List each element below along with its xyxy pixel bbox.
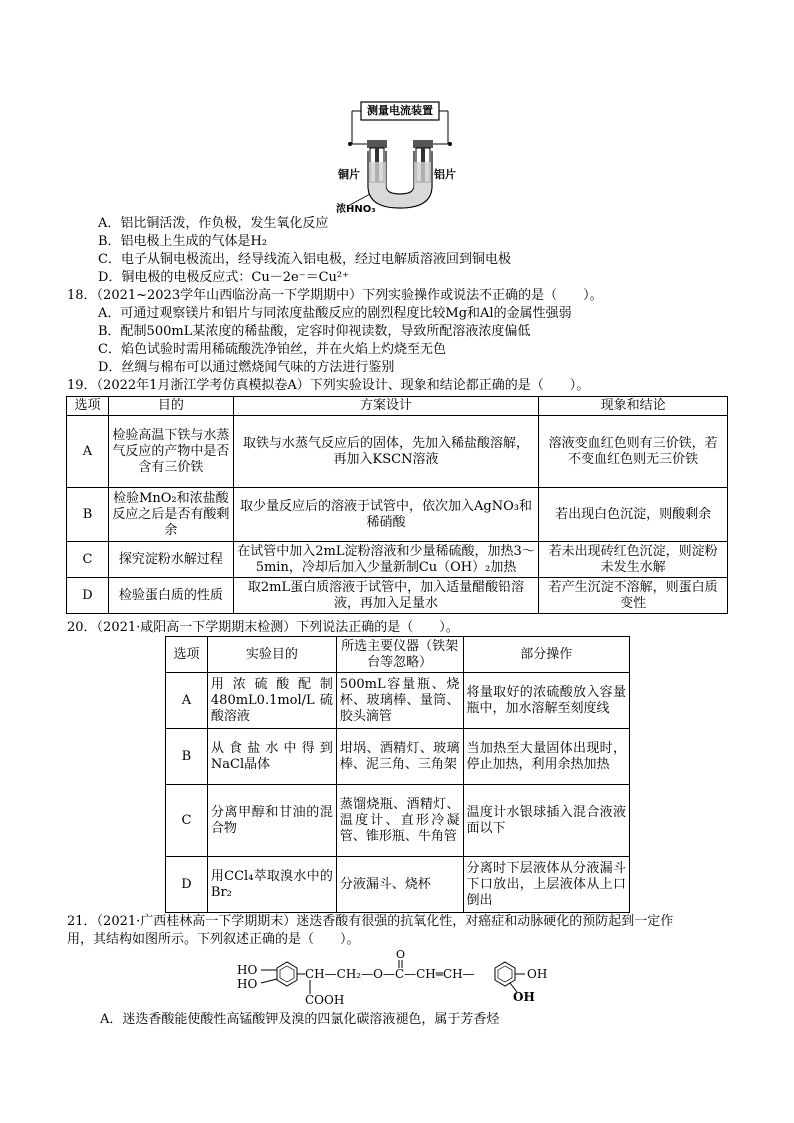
table-cell: 检验高温下铁与水蒸气反应的产物中是否含有三价铁 [108, 416, 233, 488]
q20-stem: 20．（2021·咸阳高一下学期期末检测）下列说法正确的是（ ）。 [67, 620, 459, 635]
oh-bottom-label: OH [513, 990, 535, 1004]
header-cell: 所选主要仪器（铁架台等忽略） [336, 637, 463, 673]
table-cell: 检验蛋白质的性质 [108, 578, 233, 614]
q17-option-b: B．铝电极上生成的气体是H₂ [98, 234, 268, 249]
table-row [166, 673, 630, 729]
carbonyl-o-label: O [396, 948, 406, 961]
header-cell: 实验目的 [207, 637, 336, 673]
q21-stem-line1: 21．（2021·广西桂林高一下学期期末）迷迭香酸有很强的抗氧化性，对癌症和动脉硬化的预防起到一定作 [67, 914, 674, 929]
chain-label: CH—CH₂—O—C—CH═CH— [305, 967, 475, 981]
q20-table [165, 636, 630, 913]
left-electrode-label: 铜片 [338, 168, 360, 181]
table-row [166, 785, 630, 857]
table-cell: 取2mL蛋白质溶液于试管中，加入适量醋酸铅溶液，再加入足量水 [233, 578, 539, 614]
table-cell: 检验MnO₂和浓盐酸反应之后是否有酸剩余 [108, 488, 233, 542]
q17-option-d: D．铜电极的电极反应式：Cu－2e⁻＝Cu²⁺ [98, 270, 349, 285]
q18-option-b: B．配制500mL某浓度的稀盐酸，定容时仰视读数，导致所配溶液浓度偏低 [98, 324, 531, 339]
header-cell: 目的 [108, 397, 233, 416]
table-cell: 当加热至大量固体出现时，停止加热，利用余热加热 [463, 729, 629, 785]
q19-stem: 19．（2022年1月浙江学考仿真模拟卷A）下列实验设计、现象和结论都正确的是（ ）。 [67, 378, 590, 393]
table-cell: 分离甲醇和甘油的混合物 [207, 785, 336, 857]
table-cell: 温度计水银球插入混合液液面以下 [463, 785, 629, 857]
table-cell: 坩埚、酒精灯、玻璃棒、泥三角、三角架 [336, 729, 463, 785]
header-cell: 现象和结论 [539, 397, 728, 416]
table-cell: 取少量反应后的溶液于试管中，依次加入AgNO₃和稀硝酸 [233, 488, 539, 542]
table-cell: 若未出现砖红色沉淀，则淀粉未发生水解 [539, 542, 728, 578]
q19-table [66, 396, 728, 614]
table-row [67, 542, 728, 578]
table-row [67, 578, 728, 614]
table-cell: A [67, 416, 109, 488]
table-cell: 在试管中加入2mL淀粉溶液和少量稀硫酸，加热3～5min，冷却后加入少量新制Cu（OH）₂加热 [233, 542, 539, 578]
table-row [67, 488, 728, 542]
table-cell: 用CCl₄萃取溴水中的Br₂ [207, 857, 336, 913]
header-cell: 选项 [67, 397, 109, 416]
q17-option-c: C．电子从铜电极流出，经导线流入铝电极，经过电解质溶液回到铜电极 [98, 252, 511, 267]
header-cell: 选项 [166, 637, 208, 673]
q17-option-a: A．铝比铜活泼，作负极，发生氧化反应 [98, 216, 329, 231]
table-cell: A [166, 673, 208, 729]
table-cell: 分液漏斗、烧杯 [336, 857, 463, 913]
table-cell: 若出现白色沉淀，则酸剩余 [539, 488, 728, 542]
table-cell: D [166, 857, 208, 913]
header-cell: 部分操作 [463, 637, 629, 673]
ho-top-label: HO [237, 963, 258, 977]
q18-option-d: D．丝绸与棉布可以通过燃烧闻气味的方法进行鉴别 [98, 360, 395, 375]
table-row [166, 729, 630, 785]
table-cell: 将量取好的浓硫酸放入容量瓶中，加水溶解至刻度线 [463, 673, 629, 729]
table-cell: 取铁与水蒸气反应后的固体，先加入稀盐酸溶解，再加入KSCN溶液 [233, 416, 539, 488]
oh-right-label: OH [527, 967, 548, 981]
q18-option-a: A．可通过观察镁片和铝片与同浓度盐酸反应的剧烈程度比较Mg和Al的金属性强弱 [98, 306, 572, 321]
solution-label: 浓HNO₃ [336, 204, 376, 215]
table-header-row [166, 637, 630, 673]
q18-option-c: C．焰色试验时需用稀硫酸洗净铂丝，并在火焰上灼烧至无色 [98, 342, 446, 357]
ho-bottom-label: HO [237, 977, 258, 991]
table-cell: B [166, 729, 208, 785]
header-cell: 方案设计 [233, 397, 539, 416]
table-cell: C [166, 785, 208, 857]
cooh-label: COOH [305, 993, 345, 1007]
table-cell: C [67, 542, 109, 578]
table-row [166, 857, 630, 913]
table-cell: 溶液变血红色则有三价铁，若不变血红色则无三价铁 [539, 416, 728, 488]
q18-stem: 18．（2021~2023学年山西临汾高一下学期期中）下列实验操作或说法不正确的是（ ）。 [67, 288, 603, 303]
table-cell: D [67, 578, 109, 614]
table-cell: 蒸馏烧瓶、酒精灯、温度计、直形冷凝管、锥形瓶、牛角管 [336, 785, 463, 857]
table-cell: 用浓硫酸配制480mL0.1mol/L硫酸溶液 [207, 673, 336, 729]
right-electrode-label: 铝片 [434, 168, 456, 181]
rosmarinic-acid-structure [225, 948, 585, 1010]
table-cell: 分离时下层液体从分液漏斗下口放出，上层液体从上口倒出 [463, 857, 629, 913]
q21-option-a: A．迷迭香酸能使酸性高锰酸钾及溴的四氯化碳溶液褪色，属于芳香烃 [100, 1012, 500, 1027]
table-row [67, 416, 728, 488]
device-label: 测量电流装置 [367, 104, 433, 117]
table-header-row [67, 397, 728, 416]
apparatus-figure [330, 96, 470, 214]
table-cell: 若产生沉淀不溶解，则蛋白质变性 [539, 578, 728, 614]
table-cell: B [67, 488, 109, 542]
q21-stem-line2: 用，其结构如图所示。下列叙述正确的是（ ）。 [67, 932, 360, 947]
table-cell: 从食盐水中得到NaCl晶体 [207, 729, 336, 785]
table-cell: 500mL容量瓶、烧杯、玻璃棒、量筒、胶头滴管 [336, 673, 463, 729]
table-cell: 探究淀粉水解过程 [108, 542, 233, 578]
